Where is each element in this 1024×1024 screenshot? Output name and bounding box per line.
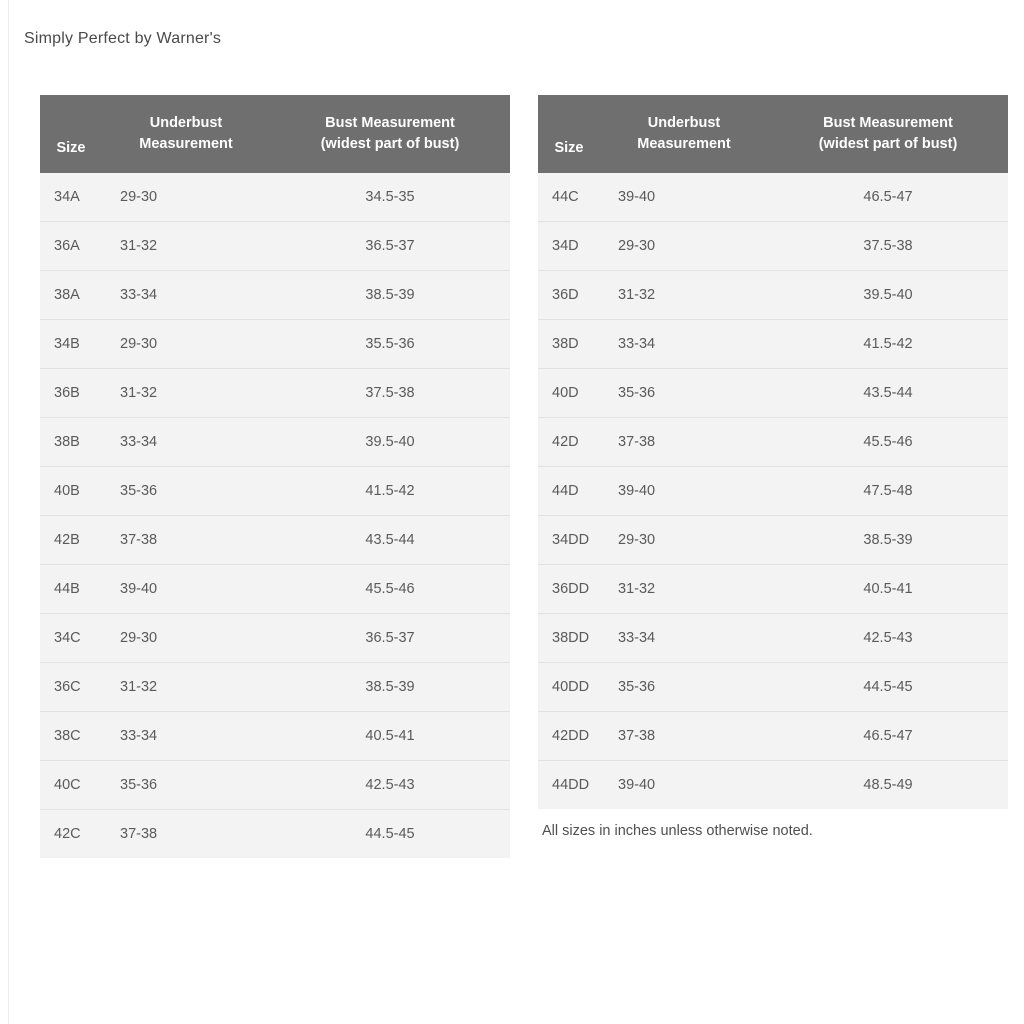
cell-underbust: 31-32 [102,222,270,271]
table-row [538,761,1008,810]
cell-underbust: 29-30 [102,614,270,663]
cell-size: 38A [40,271,102,320]
cell-underbust: 39-40 [600,761,768,810]
cell-underbust: 37-38 [600,418,768,467]
table-row [40,516,510,565]
cell-bust: 41.5-42 [270,467,510,516]
cell-size: 38D [538,320,600,369]
cell-underbust: 33-34 [600,320,768,369]
cell-size: 36D [538,271,600,320]
cell-bust: 42.5-43 [768,614,1008,663]
cell-size: 36DD [538,565,600,614]
header-bust-line1: Bust Measurement [823,114,953,131]
table-row [538,565,1008,614]
cell-bust: 43.5-44 [270,516,510,565]
cell-size: 42DD [538,712,600,761]
header-underbust [600,95,768,173]
cell-size: 40D [538,369,600,418]
cell-underbust: 31-32 [600,565,768,614]
cell-underbust: 31-32 [102,663,270,712]
header-size: Size [40,95,102,173]
table-row [40,565,510,614]
table-row [538,271,1008,320]
cell-size: 34A [40,173,102,222]
cell-underbust: 39-40 [600,173,768,222]
table-row [538,516,1008,565]
table-row [538,369,1008,418]
cell-underbust: 31-32 [600,271,768,320]
cell-size: 34C [40,614,102,663]
cell-underbust: 33-34 [102,418,270,467]
cell-bust: 36.5-37 [270,614,510,663]
cell-bust: 41.5-42 [768,320,1008,369]
cell-bust: 37.5-38 [768,222,1008,271]
table-row [40,761,510,810]
header-size: Size [538,95,600,173]
cell-size: 36A [40,222,102,271]
cell-size: 44D [538,467,600,516]
table-header-row [538,95,1008,173]
cell-size: 44C [538,173,600,222]
cell-underbust: 39-40 [600,467,768,516]
header-bust-line1: Bust Measurement [325,114,455,131]
table-row [538,614,1008,663]
cell-underbust: 33-34 [600,614,768,663]
cell-size: 34D [538,222,600,271]
units-note: All sizes in inches unless otherwise noted. [542,823,813,839]
left-table-wrap [40,95,510,858]
cell-size: 44DD [538,761,600,810]
cell-underbust: 33-34 [102,271,270,320]
size-table-left [40,95,510,858]
header-underbust-line1: Underbust [149,114,223,131]
cell-bust: 46.5-47 [768,712,1008,761]
cell-underbust: 37-38 [102,810,270,859]
table-row [538,173,1008,222]
cell-underbust: 29-30 [600,516,768,565]
cell-bust: 42.5-43 [270,761,510,810]
header-underbust-line1: Underbust [647,114,721,131]
header-bust [270,95,510,173]
cell-underbust: 35-36 [600,369,768,418]
table-head [40,95,510,173]
table-row [40,467,510,516]
size-tables-container [40,95,1008,858]
cell-bust: 43.5-44 [768,369,1008,418]
table-row [40,712,510,761]
cell-size: 38DD [538,614,600,663]
cell-bust: 39.5-40 [768,271,1008,320]
cell-bust: 34.5-35 [270,173,510,222]
table-row [40,271,510,320]
cell-size: 36B [40,369,102,418]
table-row [538,320,1008,369]
cell-bust: 37.5-38 [270,369,510,418]
table-row [538,712,1008,761]
table-row [538,418,1008,467]
cell-size: 36C [40,663,102,712]
cell-underbust: 35-36 [102,467,270,516]
header-bust [768,95,1008,173]
cell-bust: 36.5-37 [270,222,510,271]
table-row [538,663,1008,712]
cell-underbust: 33-34 [102,712,270,761]
cell-bust: 38.5-39 [270,663,510,712]
cell-bust: 35.5-36 [270,320,510,369]
table-body [40,173,510,858]
cell-size: 42D [538,418,600,467]
cell-size: 40C [40,761,102,810]
cell-bust: 46.5-47 [768,173,1008,222]
table-row [40,810,510,859]
table-row [538,467,1008,516]
table-row [538,222,1008,271]
cell-underbust: 29-30 [600,222,768,271]
cell-size: 34B [40,320,102,369]
cell-bust: 47.5-48 [768,467,1008,516]
cell-size: 34DD [538,516,600,565]
page-title: Simply Perfect by Warner's [24,30,222,47]
table-row [40,369,510,418]
cell-size: 42C [40,810,102,859]
cell-bust: 45.5-46 [768,418,1008,467]
table-row [40,614,510,663]
cell-bust: 39.5-40 [270,418,510,467]
cell-underbust: 29-30 [102,320,270,369]
page-left-rule [8,0,9,1024]
cell-size: 38B [40,418,102,467]
cell-bust: 45.5-46 [270,565,510,614]
cell-bust: 44.5-45 [270,810,510,859]
cell-size: 40DD [538,663,600,712]
header-underbust-line2: Measurement [139,136,233,152]
table-row [40,222,510,271]
cell-underbust: 35-36 [600,663,768,712]
table-header-row [40,95,510,173]
table-row [40,418,510,467]
cell-bust: 38.5-39 [270,271,510,320]
cell-bust: 48.5-49 [768,761,1008,810]
cell-size: 38C [40,712,102,761]
header-bust-line2: (widest part of bust) [320,136,460,152]
cell-underbust: 37-38 [600,712,768,761]
header-bust-line2: (widest part of bust) [818,136,958,152]
cell-underbust: 37-38 [102,516,270,565]
cell-bust: 40.5-41 [270,712,510,761]
cell-bust: 44.5-45 [768,663,1008,712]
cell-size: 40B [40,467,102,516]
cell-bust: 38.5-39 [768,516,1008,565]
table-row [40,173,510,222]
right-table-wrap [538,95,1008,858]
header-underbust [102,95,270,173]
table-row [40,663,510,712]
table-body [538,173,1008,809]
size-table-right [538,95,1008,809]
cell-size: 42B [40,516,102,565]
cell-underbust: 29-30 [102,173,270,222]
table-head [538,95,1008,173]
table-row [40,320,510,369]
header-underbust-line2: Measurement [637,136,731,152]
cell-size: 44B [40,565,102,614]
cell-underbust: 35-36 [102,761,270,810]
cell-underbust: 39-40 [102,565,270,614]
cell-bust: 40.5-41 [768,565,1008,614]
cell-underbust: 31-32 [102,369,270,418]
